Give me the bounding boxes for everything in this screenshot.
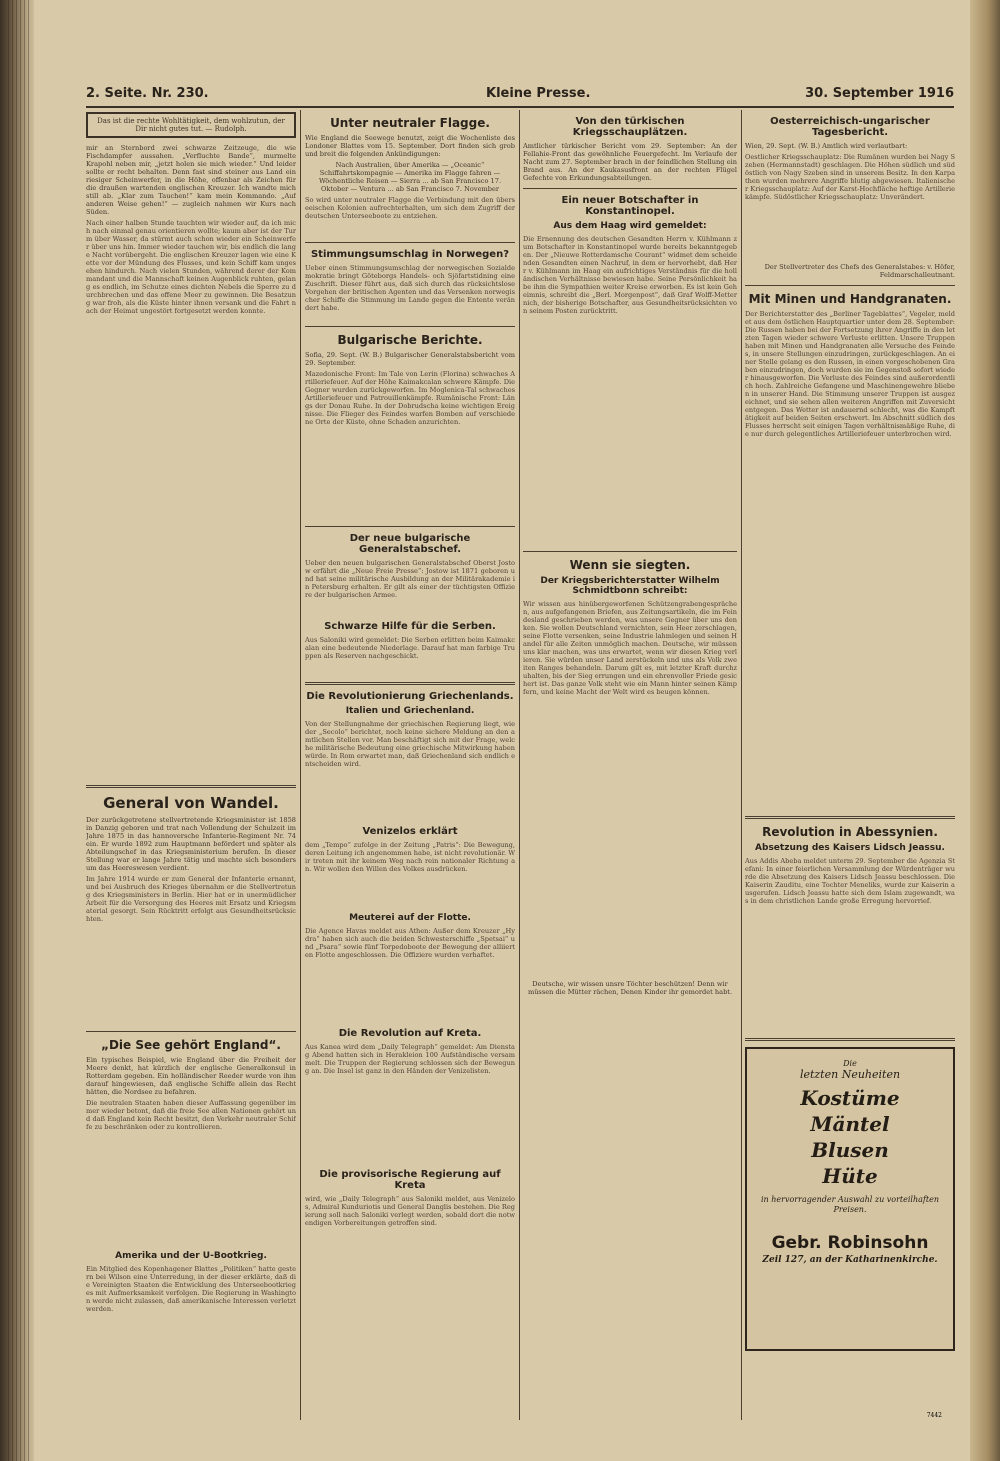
column-divider — [300, 110, 301, 1420]
ad-item-kostueme: Kostüme — [800, 1086, 900, 1110]
article-continuation: Mazedonische Front: Im Tale von Lerin (Florina) schwaches Artilleriefeuer. Auf der Höhe Kaimakcalan schwere Kämpfe. Die Gegner wurden zurückgeworfen. Im Moglenica-Tal schwaches Artilleriefeuer und Patrouillenkämpfe. Rumänische Front: Längs der Donau Ruhe. In der Dobrudscha keine wichtigen Ereignisse. Die Flieger des Feindes warfen Bomben auf verschiedene Orte der Küste, ohne Schaden anzurichten. — [305, 370, 515, 426]
subheadline-absetzung: Absetzung des Kaisers Lidsch Jeassu. — [755, 843, 945, 853]
article-text: Amtlicher türkischer Bericht vom 29. September: An der Fellahie-Front das gewöhnliche Feuergefecht. Im Verlaufe der Nacht zum 27. September brach in der feindlichen Stellung ein Brand aus. An der Kaukasusfront an der rechten Flügel Gefechte von Erkundungsabteilungen. — [523, 142, 737, 182]
ad-item-maentel: Mäntel — [810, 1112, 890, 1136]
advertisement-robinsohn — [745, 1047, 955, 1351]
book-spine — [0, 0, 34, 1461]
article-continuation: Ueber einen Stimmungsumschlag der norwegischen Sozialdemokratie bringt Göteborgs Handels- och Sjöfartstidning eine Zuschrift. Dieser führt aus, daß sich durch das rücksichtslose Vorgehen der britischen Agenten und das Versenken norwegischer Schiffe die Stimmung im Lande gegen die Entente verändert habe. — [305, 264, 515, 312]
article-text: Wie England die Seewege benutzt, zeigt die Wochenliste des Londoner Blattes vom 15. September. Dort finden sich grob und breit die folgenden Ankündigungen: — [305, 134, 515, 158]
section-rule — [745, 1038, 955, 1041]
article-continuation: wird, wie „Daily Telegraph“ aus Saloniki meldet, aus Venizelos, Admiral Kunduriotis und General Danglis bestehen. Die Regierung soll nach Saloniki verlegt werden, sobald dort die notwendigen Vorbereitungen getroffen sind. — [305, 1195, 515, 1227]
subheadline-italien: Italien und Griechenland. — [345, 706, 475, 716]
column-divider — [741, 110, 742, 1420]
ad-reference-code: 7442 — [926, 1412, 942, 1419]
article-continuation: dem „Tempo“ zufolge in der Zeitung „Patris“: Die Bewegung, deren Leitung ich angenommen habe, ist nicht revolutionär. Wir treten mit ihr keinem Weg nach rein nationaler Richtung an. Wir wollen den Willen des Volkes ausdrücken. — [305, 841, 515, 873]
headline-unter-neutraler-flagge: Unter neutraler Flagge. — [330, 116, 490, 130]
section-rule — [745, 816, 955, 819]
byline-schmidtbonn: Der Kriegsberichterstatter Wilhelm Schmidtbonn schreibt: — [540, 576, 720, 596]
section-rule — [305, 682, 515, 685]
ad-item-huete: Hüte — [822, 1164, 878, 1188]
ad-neuheiten: letzten Neuheiten — [799, 1068, 901, 1081]
section-rule — [745, 285, 955, 286]
headline-griechenland: Die Revolutionierung Griechenlands. — [306, 691, 514, 702]
column-3 — [523, 110, 737, 1430]
headline-minen-handgranaten: Mit Minen und Handgranaten. — [748, 292, 952, 306]
story-text: mir an Sternbord zwei schwarze Zeitzeuge, die wie Fischdampfer aussahen. „Verfluchte Bande“, murmelte Krapohl neben mir, „jetzt holen sie mich wieder.“ Und leider sollte er recht behalten. Denn fast sind steiner aus Land ein riesiger Scheinwerfer, in die Höhe, offenbar als Zeichen für die draußen wartenden englischen Kreuzer. Ich wandte mich still ab. „Klar zum Tauchen!“ kam mein Kommando. „Auf anderen Weise gehen!“ — zugleich nahmen wir Kurs nach Süden. — [86, 144, 296, 216]
article-continuation: Ein Mitglied des Kopenhagener Blattes „Politiken“ hatte gestern bei Wilson eine Unterredung, in der dieser erklärte, daß die Vereinigten Staaten die Entwicklung des Unterseebootkrieges mit Aufmerksamkeit verfolgen. Die Regierung in Washington werde nicht zulassen, daß amerikanische Interessen verletzt werden. — [86, 1265, 296, 1313]
section-rule — [86, 1031, 296, 1032]
subheadline-haag: Aus dem Haag wird gemeldet: — [553, 221, 707, 231]
column-2 — [305, 110, 515, 1430]
headline-tuerkische-kriegsschauplaetze: Von den türkischen Kriegsschauplätzen. — [572, 116, 688, 138]
article-continuation: Der Berichterstatter des „Berliner Tageblattes“, Vegeler, meldet aus dem östlichen Hauptquartier unter dem 28. September: Die Russen haben bei der Fortsetzung ihrer Angriffe in den letzten Tagen wieder schwere Verluste erlitten. Unsere Truppen haben mit Minen und Handgranaten alle Versuche des Feindes, in unsere Stellungen einzudringen, zurückgeschlagen. An einer Stelle gelang es den Russen, in einen vorgeschobenen Graben einzudringen, doch wurden sie im Gegenstoß sofort wieder hinausgeworfen. Die Verluste des Feindes sind außerordentlich hoch. Zahlreiche Gefangene und Maschinengewehre blieben in unserer Hand. Die Stimmung unserer Truppen ist ausgezeichnet, und sie sehen allen weiteren Angriffen mit Zuversicht entgegen. Das Wetter ist andauernd schlecht, was die Kampftätigkeit auf beiden Seiten erschwert. Im Abschnitt südlich des Flusses herrscht seit einigen Tagen verhältnismäßige Ruhe, die nur durch gelegentliches Artilleriefeuer unterbrochen wird. — [745, 310, 955, 438]
section-rule — [523, 551, 737, 552]
headline-bulgarische-berichte: Bulgarische Berichte. — [337, 333, 483, 347]
newspaper-title: Kleine Presse. — [486, 86, 591, 101]
headline-amerika: Amerika und der U-Bootkrieg. — [115, 1251, 267, 1261]
signature: Der Stellvertreter des Chefs des Generalstabes: v. Höfer, Feldmarschalleutnant. — [764, 263, 955, 279]
headline-see-england: „Die See gehört England“. — [101, 1038, 281, 1052]
page-edge — [970, 0, 1000, 1461]
article-continuation: Aus Addis Abeba meldet unterm 29. September die Agenzia Stefani: In einer feierlichen Versammlung der Würdenträger wurde die Absetzung des Kaisers Lidsch Jeassu beschlossen. Die Kaiserin Zauditu, eine Tochter Meneliks, wurde zur Kaiserin ausgerufen. Lidsch Jeassu hatte sich dem Islam zugewandt, was in dem christlichen Lande große Erregung hervorrief. — [745, 857, 955, 905]
headline-provisorische-regierung: Die provisorische Regierung auf Kreta — [319, 1169, 501, 1191]
ad-address: Zeil 127, an der Katharinenkirche. — [762, 1255, 938, 1265]
headline-oesterreichischer-bericht: Oesterreichisch-ungarischer Tagesbericht. — [770, 116, 930, 138]
article-text: Der zurückgetretene stellvertretende Kriegsminister ist 1858 in Danzig geboren und trat nach Vollendung der Schulzeit im Jahre 1875 in das hannoversche Infanterie-Regiment Nr. 74 ein. Er wurde 1892 zum Hauptmann befördert und später als Abteilungschef in das Kriegsministerium berufen. In dieser Stellung war er lange Jahre tätig und machte sich besonders um das Heereswesen verdient. — [86, 816, 296, 872]
article-continuation: Ueber den neuen bulgarischen Generalstabschef Oberst Jostow erfährt die „Neue Freie Presse“: Jostow ist 1871 geboren und hat seine militärische Ausbildung an der Militärakademie in Petersburg erhalten. Er gilt als einer der tüchtigsten Offiziere der bulgarischen Armee. — [305, 559, 515, 599]
spine-texture — [8, 0, 32, 1461]
headline-venizelos: Venizelos erklärt — [362, 826, 458, 837]
article-continuation: Von der Stellungnahme der griechischen Regierung liegt, wie der „Secolo“ berichtet, noch keine sichere Meldung an den amtlichen Stellen vor. Man beschäftigt sich mit der Frage, welche militärische Bedeutung eine griechische Mitwirkung haben würde. In Rom erwartet man, daß Griechenland sich endlich entscheiden wird. — [305, 720, 515, 768]
shipping-list: Nach Australien, über Amerika — „Oceanic“ Schiffahrtskompagnie — Amerika im Flagge fahren — Wöchentliche Reisen — Sierra ... ab San Francisco 17. Oktober — Ventura ... ab San Francisco 7. November — [318, 161, 502, 193]
headline-schwarze-hilfe: Schwarze Hilfe für die Serben. — [324, 621, 496, 632]
section-rule — [305, 326, 515, 327]
ad-item-blusen: Blusen — [811, 1138, 889, 1162]
issue-date: 30. September 1916 — [805, 86, 954, 101]
ad-tagline: in hervorragender Auswahl zu vorteilhaften Preisen. — [761, 1195, 939, 1214]
article-continuation: Die Ernennung des deutschen Gesandten Herrn v. Kühlmann zum Botschafter in Konstantinopel wurde bereits bekanntgegeben. Der „Nieuwe Rotterdamsche Courant“ widmet dem scheidenden Gesandten einen Nachruf, in dem er hervorhebt, daß Herr v. Kühlmann im Haag ein aufrichtiges Verständnis für die holländischen Verhältnisse bewiesen habe. Seine Persönlichkeit habe ihm die Sympathien weiter Kreise erworben. Es ist kein Geheimnis, schreibt die „Berl. Morgenpost“, daß Graf Wolff-Metternich, der bisherige Botschafter, aus Gesundheitsrücksichten von seinem Posten zurücktritt. — [523, 235, 737, 315]
article-continuation: Im Jahre 1914 wurde er zum General der Infanterie ernannt, und bei Ausbruch des Krieges übernahm er die Stellvertretung des Kriegsministers in Berlin. Hier hat er in unermüdlicher Arbeit für die Versorgung des Heeres mit Ersatz und Kriegsmaterial gesorgt. Sein Rücktritt erfolgt aus Gesundheitsrücksichten. — [86, 875, 296, 923]
verse: Deutsche, wir wissen unsre Töchter beschützen! Denn wir müssen die Mütter rächen, Denen Kinder ihr gemordet habt. — [527, 980, 733, 996]
column-1 — [86, 110, 296, 1430]
ad-company-name: Gebr. Robinsohn — [771, 1233, 929, 1253]
ad-intro: Die — [843, 1059, 857, 1068]
headline-norwegen: Stimmungsumschlag in Norwegen? — [310, 249, 510, 260]
article-text: Wien, 29. Sept. (W. B.) Amtlich wird verlautbart: — [745, 142, 908, 150]
headline-kreta: Die Revolution auf Kreta. — [338, 1028, 482, 1039]
section-rule — [305, 526, 515, 527]
page-number: 2. Seite. Nr. 230. — [86, 86, 209, 101]
page-header — [86, 86, 954, 108]
story-continuation: Nach einer halben Stunde tauchten wir wieder auf, da ich mich nach einmal genau orientieren wollte; kaum aber ist der Turm über Wasser, da stürmt auch schon wieder ein Scheinwerfer über uns hin. Immer wieder tauchen wir, bis endlich die lange Nacht vorübergeht. Die englischen Kreuzer lagen wie eine Kette vor der Mündung des Flusses, und kein Schiff kam ungesehen hindurch. Nach vielen Stunden, während derer der Kommandant und die Mannschaft keinen Augenblick ruhten, gelang es endlich, im Schutze eines dichten Nebels die Sperre zu durchbrechen und das offene Meer zu gewinnen. Die Besatzung war froh, als die Küste hinter ihnen versank und die Fahrt nach der Heimat ungestört fortgesetzt werden konnte. — [86, 219, 296, 315]
boxed-quote: Das ist die rechte Wohltätigkeit, dem wohlzutun, der Dir nicht gutes tut. — Rudolph. — [86, 112, 296, 138]
headline-generalstabschef: Der neue bulgarische Generalstabschef. — [349, 533, 471, 555]
headline-botschafter: Ein neuer Botschafter in Konstantinopel. — [561, 195, 699, 217]
section-rule — [523, 188, 737, 189]
headline-general-von-wandel: General von Wandel. — [103, 794, 279, 812]
article-continuation: Aus Saloniki wird gemeldet: Die Serben erlitten beim Kaimakcalan eine bedeutende Niederlage. Darauf hat man farbige Truppen als Reserven nachgeschickt. — [305, 636, 515, 660]
headline-abessynien: Revolution in Abessynien. — [762, 825, 938, 839]
article-continuation: So wird unter neutraler Flagge die Verbindung mit den überseeischen Kolonien aufrechterhalten, um sich dem Zugriff der deutschen Unterseeboote zu entziehen. — [305, 196, 515, 220]
column-divider — [519, 110, 520, 1420]
article-continuation: Die neutralen Staaten haben dieser Auffassung gegenüber immer wieder betont, daß die freie See allen Nationen gehört und daß England kein Recht besitzt, den Verkehr neutraler Schiffe zu beschränken oder zu kontrollieren. — [86, 1099, 296, 1131]
article-continuation: Aus Kanea wird dem „Daily Telegraph“ gemeldet: Am Dienstag Abend hatten sich in Herakleion 100 Aufständische versammelt. Die Truppen der Regierung schlossen sich der Bewegung an. Die Insel ist ganz in den Händen der Venizelisten. — [305, 1043, 515, 1075]
article-continuation: Oestlicher Kriegsschauplatz: Die Rumänen wurden bei Nagy Szeben (Hermannstadt) geschlagen. Die Höhen südlich und südöstlich von Nagy Szeben sind in unserem Besitz. In den Karpathen wurden mehrere Angriffe blutig abgewiesen. Italienischer Kriegsschauplatz: Auf der Karst-Hochfläche heftige Artilleriekämpfe. Südöstlicher Kriegsschauplatz: Unverändert. — [745, 153, 955, 201]
subheadline-meuterei: Meuterei auf der Flotte. — [349, 913, 471, 923]
column-4 — [745, 110, 955, 1430]
article-text: Ein typisches Beispiel, wie England über die Freiheit der Meere denkt, hat kürzlich der englische Generalkonsul in Rotterdam gegeben. Ein holländischer Reeder wurde von ihm darauf hingewiesen, daß englische Schiffe allein das Recht hätten, die Nordsee zu befahren. — [86, 1056, 296, 1096]
article-continuation: Die Agence Havas meldet aus Athen: Außer dem Kreuzer „Hydra“ haben sich auch die beiden Schwesterschiffe „Spetsai“ und „Psara“ sowie fünf Torpedoboote der Bewegung der alliierten Flotte angeschlossen. Die Offiziere wurden verhaftet. — [305, 927, 515, 959]
headline-wenn-sie-siegten: Wenn sie siegten. — [569, 558, 691, 572]
article-text: Sofia, 29. Sept. (W. B.) Bulgarischer Generalstabsbericht vom 29. September. — [305, 351, 515, 367]
section-rule — [86, 785, 296, 788]
section-rule — [305, 242, 515, 243]
article-continuation: Wir wissen aus hinübergeworfenen Schützengrabengesprächen, aus aufgefangenen Briefen, aus Zeitungsartikeln, die im Feindesland geschrieben werden, was unsere Gegner über uns denken. Sie wollen Deutschland vernichten, sein Heer zerschlagen, seine Flotte versenken, seine Industrie lahmlegen und seinen Handel für alle Zeiten unmöglich machen. Deutsche, wir müssen uns klar machen, was uns erwartet, wenn wir diesen Krieg verlieren. Sie würden unser Land zerstückeln und uns als Volk zweiten Ranges behandeln. Darum gilt es, mit letzter Kraft durchzuhalten, bis der Sieg errungen und ein ehrenvoller Friede gesichert ist. Das ganze Volk steht wie ein Mann hinter seinen Kämpfern, und keine Macht der Welt wird es beugen können. — [523, 600, 737, 696]
